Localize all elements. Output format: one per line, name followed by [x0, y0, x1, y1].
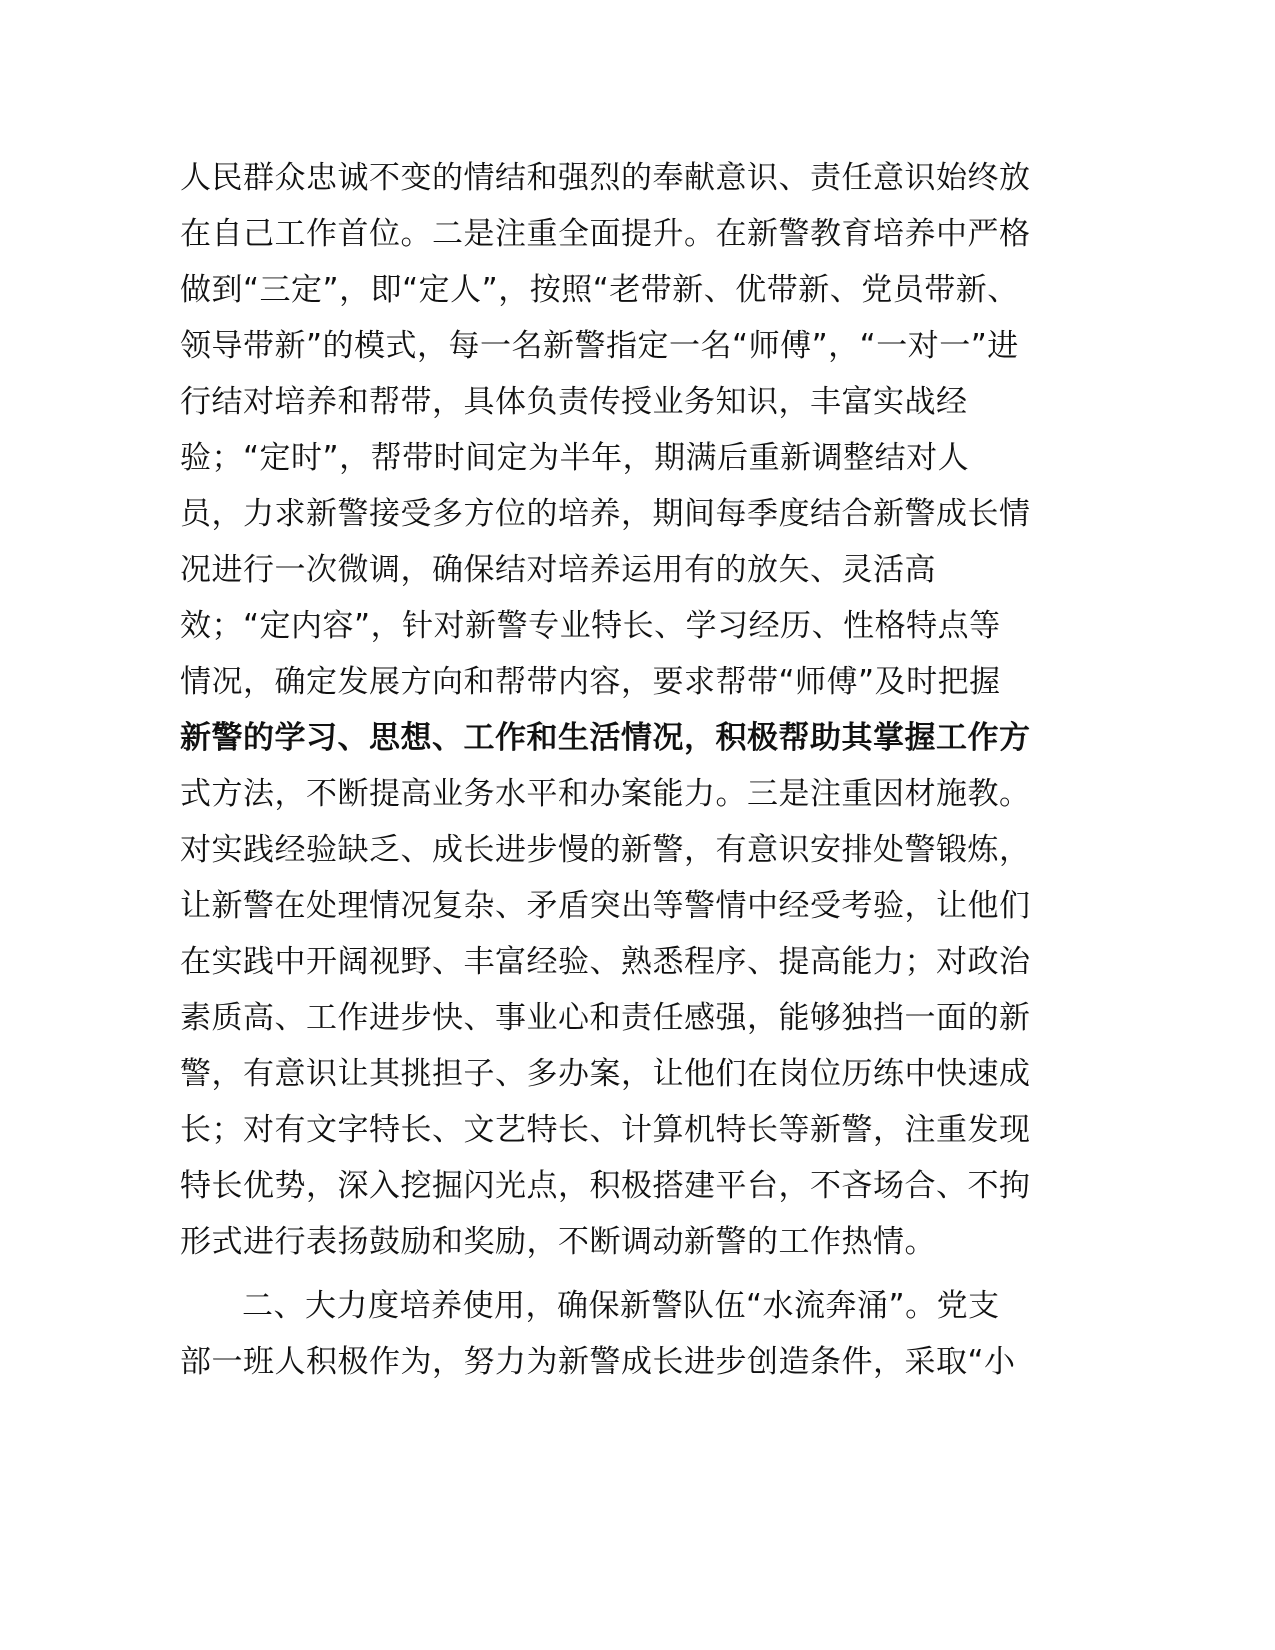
body-text	[180, 150, 1060, 1390]
text-line: 领导带新”的模式，每一名新警指定一名“师傅”，“一对一”进	[180, 328, 1019, 364]
text-line: 情况，确定发展方向和帮带内容，要求帮带“师傅”及时把握	[180, 664, 1001, 700]
paragraph-gap	[180, 1270, 1060, 1278]
text-line: 行结对培养和帮带，具体负责传授业务知识，丰富实战经	[180, 384, 968, 420]
text-line: 在实践中开阔视野、丰富经验、熟悉程序、提高能力；对政治	[180, 944, 1031, 980]
text-line: 对实践经验缺乏、成长进步慢的新警，有意识安排处警锻炼，	[180, 832, 1031, 868]
text-line: 素质高、工作进步快、事业心和责任感强，能够独挡一面的新	[180, 1000, 1031, 1036]
text-line: 做到“三定”，即“定人”，按照“老带新、优带新、党员带新、	[180, 272, 1019, 308]
text-line: 人民群众忠诚不变的情结和强烈的奉献意识、责任意识始终放	[180, 160, 1031, 196]
text-line: 特长优势，深入挖掘闪光点，积极搭建平台，不吝场合、不拘	[180, 1168, 1031, 1204]
section-heading-line: 二、大力度培养使用，确保新警队伍“水流奔涌”。党支	[242, 1288, 1000, 1324]
text-line: 让新警在处理情况复杂、矛盾突出等警情中经受考验，让他们	[180, 888, 1031, 924]
text-line: 形式进行表扬鼓励和奖励，不断调动新警的工作热情。	[180, 1224, 936, 1260]
text-line: 验；“定时”，帮带时间定为半年，期满后重新调整结对人	[180, 440, 970, 476]
text-line: 新警的学习、思想、工作和生活情况，积极帮助其掌握工作方	[180, 720, 1031, 756]
text-line: 在自己工作首位。二是注重全面提升。在新警教育培养中严格	[180, 216, 1031, 252]
text-line: 部一班人积极作为，努力为新警成长进步创造条件，采取“小	[180, 1344, 1016, 1380]
text-line: 式方法，不断提高业务水平和办案能力。三是注重因材施教。	[180, 776, 1031, 812]
text-line: 况进行一次微调，确保结对培养运用有的放矢、灵活高	[180, 552, 936, 588]
text-line: 员，力求新警接受多方位的培养，期间每季度结合新警成长情	[180, 496, 1031, 532]
text-line: 警，有意识让其挑担子、多办案，让他们在岗位历练中快速成	[180, 1056, 1031, 1092]
text-line: 效；“定内容”，针对新警专业特长、学习经历、性格特点等	[180, 608, 1001, 644]
text-line: 长；对有文字特长、文艺特长、计算机特长等新警，注重发现	[180, 1112, 1031, 1148]
